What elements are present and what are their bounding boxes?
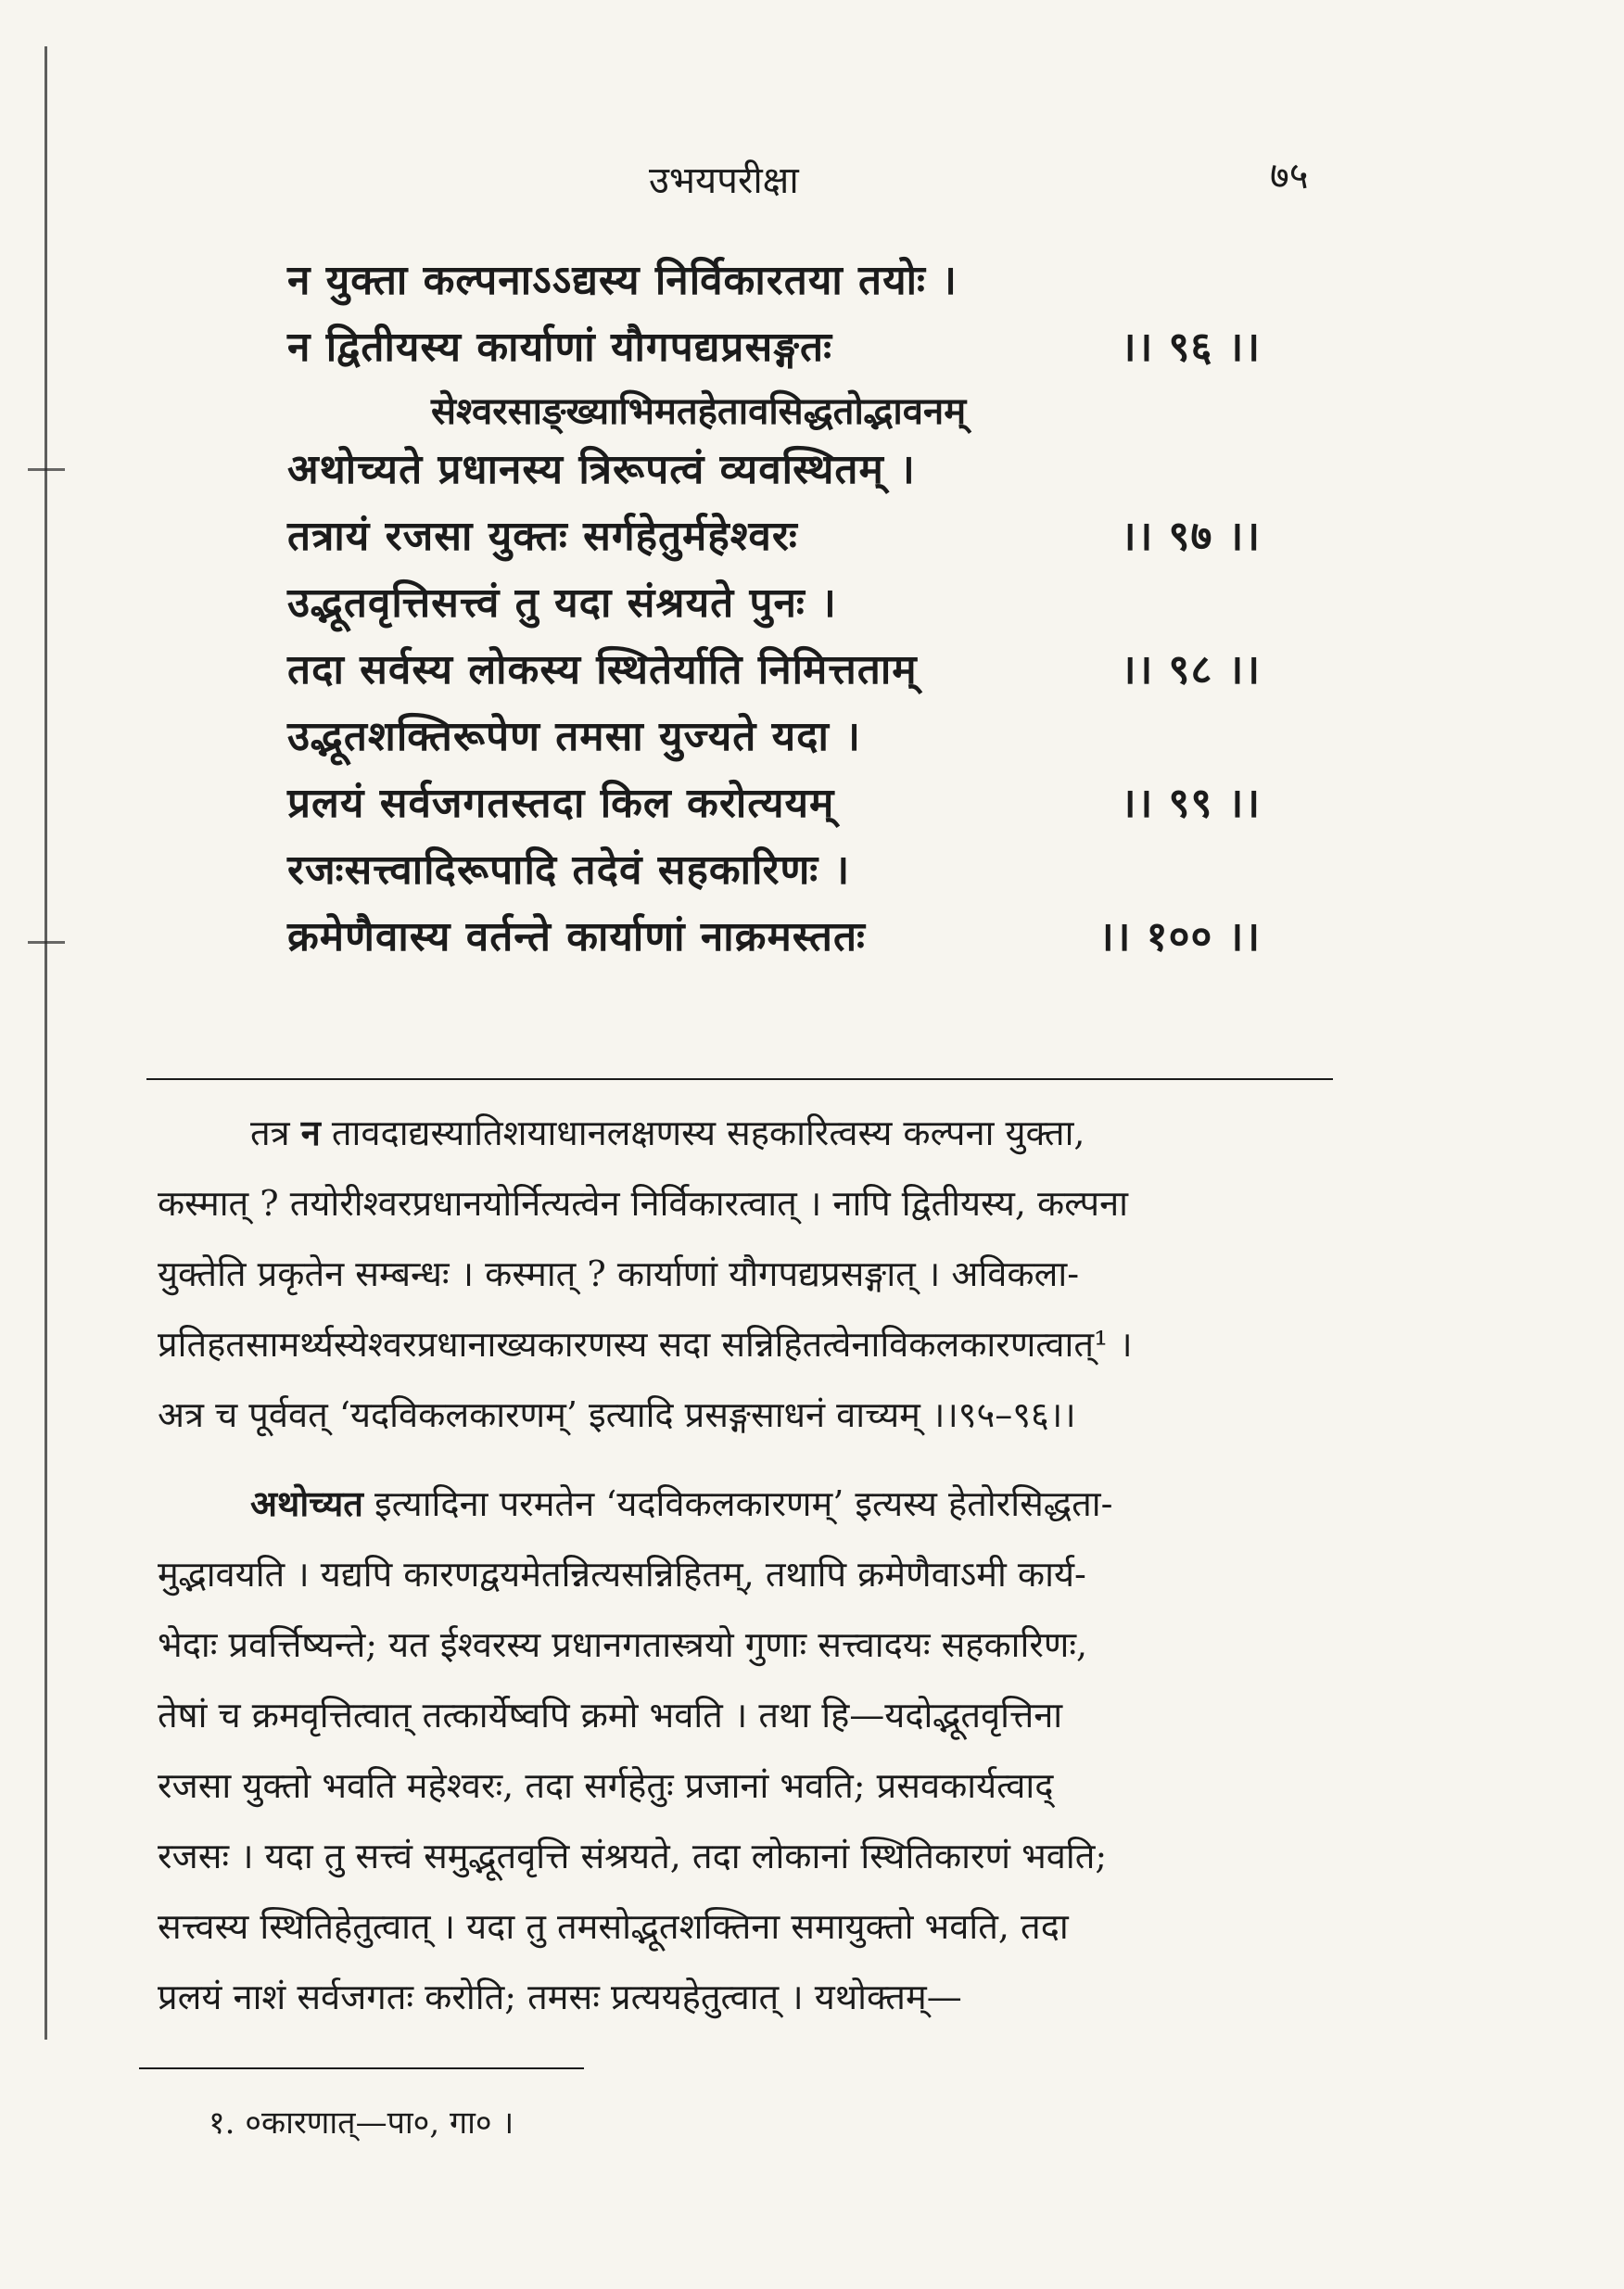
commentary-line: कस्मात् ? तयोरीश्वरप्रधानयोर्नित्यत्वेन निर्विकारत्वात् । नापि द्वितीयस्य, कल्पना bbox=[158, 1183, 1129, 1224]
verse-line bbox=[278, 573, 1279, 640]
verse-line bbox=[278, 250, 1279, 317]
page-number: ७५ bbox=[1270, 155, 1309, 197]
verse-number: ।। ९६ ।। bbox=[1120, 324, 1261, 371]
commentary-text: तावदाद्यस्यातिशयाधानलक्षणस्य सहकारित्वस्य कल्पना युक्ता, bbox=[320, 1113, 1085, 1153]
binding-edge-line bbox=[44, 46, 47, 2040]
commentary-line: युक्तेति प्रकृतेन सम्बन्धः । कस्मात् ? कार्याणां यौगपद्यप्रसङ्गात् । अविकला- bbox=[158, 1253, 1080, 1294]
verse-block bbox=[278, 250, 1279, 973]
section-sub-heading: सेश्वरसाङ्ख्याभिमतहेतावसिद्धतोद्भावनम् bbox=[431, 389, 967, 433]
verse-number: ।। ९८ ।। bbox=[1120, 646, 1261, 693]
binding-edge-tick bbox=[28, 941, 65, 944]
commentary-paragraph-2 bbox=[158, 1479, 1327, 2042]
commentary-lemma: अथोच्यत bbox=[250, 1482, 363, 1524]
verse-text: रजःसत्त्वादिरूपादि तदेवं सहकारिणः । bbox=[287, 846, 851, 894]
verse-text: न द्वितीयस्य कार्याणां यौगपद्यप्रसङ्गतः bbox=[287, 324, 833, 371]
verse-line bbox=[278, 506, 1279, 573]
verse-text: तदा सर्वस्य लोकस्य स्थितेर्याति निमित्तताम् bbox=[287, 646, 918, 693]
commentary-line bbox=[158, 1479, 1327, 1549]
verse-number: ।। १०० ।। bbox=[1098, 913, 1261, 960]
commentary-paragraph-1 bbox=[158, 1108, 1327, 1460]
verse-line bbox=[278, 773, 1279, 840]
verse-commentary-divider bbox=[146, 1078, 1333, 1080]
verse-number: ।। ९९ ।। bbox=[1120, 780, 1261, 827]
commentary-line: प्रलयं नाशं सर्वजगतः करोति; तमसः प्रत्ययहेतुत्वात् । यथोक्तम्— bbox=[158, 1977, 962, 2017]
verse-text: तत्रायं रजसा युक्तः सर्गहेतुर्महेश्वरः bbox=[287, 513, 798, 560]
verse-text: अथोच्यते प्रधानस्य त्रिरूपत्वं व्यवस्थितम् । bbox=[287, 446, 916, 493]
verse-text: न युक्ता कल्पनाऽऽद्यस्य निर्विकारतया तयोः । bbox=[287, 257, 958, 304]
binding-edge-tick bbox=[28, 468, 65, 471]
verse-number: ।। ९७ ।। bbox=[1120, 513, 1261, 560]
commentary-line: भेदाः प्रवर्त्तिष्यन्ते; यत ईश्वरस्य प्रधानगतास्त्रयो गुणाः सत्त्वादयः सहकारिणः, bbox=[158, 1624, 1088, 1665]
verse-line bbox=[278, 640, 1279, 706]
running-title: उभयपरीक्षा bbox=[649, 159, 799, 202]
commentary-text: इत्यादिना परमतेन ‘यदविकलकारणम्’ इत्यस्य हेतोरसिद्धता- bbox=[362, 1483, 1113, 1524]
verse-line bbox=[278, 439, 1279, 506]
footnote: १. ०कारणात्—पा०, गा० । bbox=[209, 2105, 514, 2142]
commentary-line: अत्र च पूर्ववत् ‘यदविकलकारणम्’ इत्यादि प्रसङ्गसाधनं वाच्यम् ।।९५–९६।। bbox=[158, 1394, 1076, 1435]
commentary-lemma: न bbox=[300, 1112, 321, 1153]
commentary-line: मुद्भावयति । यद्यपि कारणद्वयमेतन्नित्यसन्निहितम्, तथापि क्रमेणैवाऽमी कार्य- bbox=[158, 1554, 1086, 1595]
footnote-divider bbox=[139, 2067, 584, 2069]
verse-text: उद्भूतवृत्तिसत्त्वं तु यदा संश्रयते पुनः । bbox=[287, 579, 837, 627]
commentary-line: सत्त्वस्य स्थितिहेतुत्वात् । यदा तु तमसोद्भूतशक्तिना समायुक्तो भवति, तदा bbox=[158, 1906, 1069, 1947]
commentary-line: रजसा युक्तो भवति महेश्वरः, तदा सर्गहेतुः प्रजानां भवति; प्रसवकार्यत्वाद् bbox=[158, 1765, 1054, 1806]
commentary-lead: तत्र bbox=[250, 1113, 301, 1153]
verse-text: उद्भूतशक्तिरूपेण तमसा युज्यते यदा । bbox=[287, 713, 861, 760]
commentary-line: रजसः । यदा तु सत्त्वं समुद्भूतवृत्ति संश्रयते, तदा लोकानां स्थितिकारणं भवति; bbox=[158, 1836, 1108, 1876]
verse-line bbox=[278, 840, 1279, 907]
verse-line bbox=[278, 907, 1279, 973]
verse-text: क्रमेणैवास्य वर्तन्ते कार्याणां नाक्रमस्ततः bbox=[287, 913, 866, 960]
verse-text: प्रलयं सर्वजगतस्तदा किल करोत्ययम् bbox=[287, 780, 835, 827]
commentary-line bbox=[158, 1108, 1327, 1178]
verse-line bbox=[278, 706, 1279, 773]
commentary-line: तेषां च क्रमवृत्तित्वात् तत्कार्येष्वपि क्रमो भवति । तथा हि—यदोद्भूतवृत्तिना bbox=[158, 1695, 1063, 1736]
verse-line bbox=[278, 317, 1279, 384]
commentary-line: प्रतिहतसामर्थ्यस्येश्वरप्रधानाख्यकारणस्य सदा सन्निहितत्वेनाविकलकारणत्वात्¹ । bbox=[158, 1324, 1133, 1365]
